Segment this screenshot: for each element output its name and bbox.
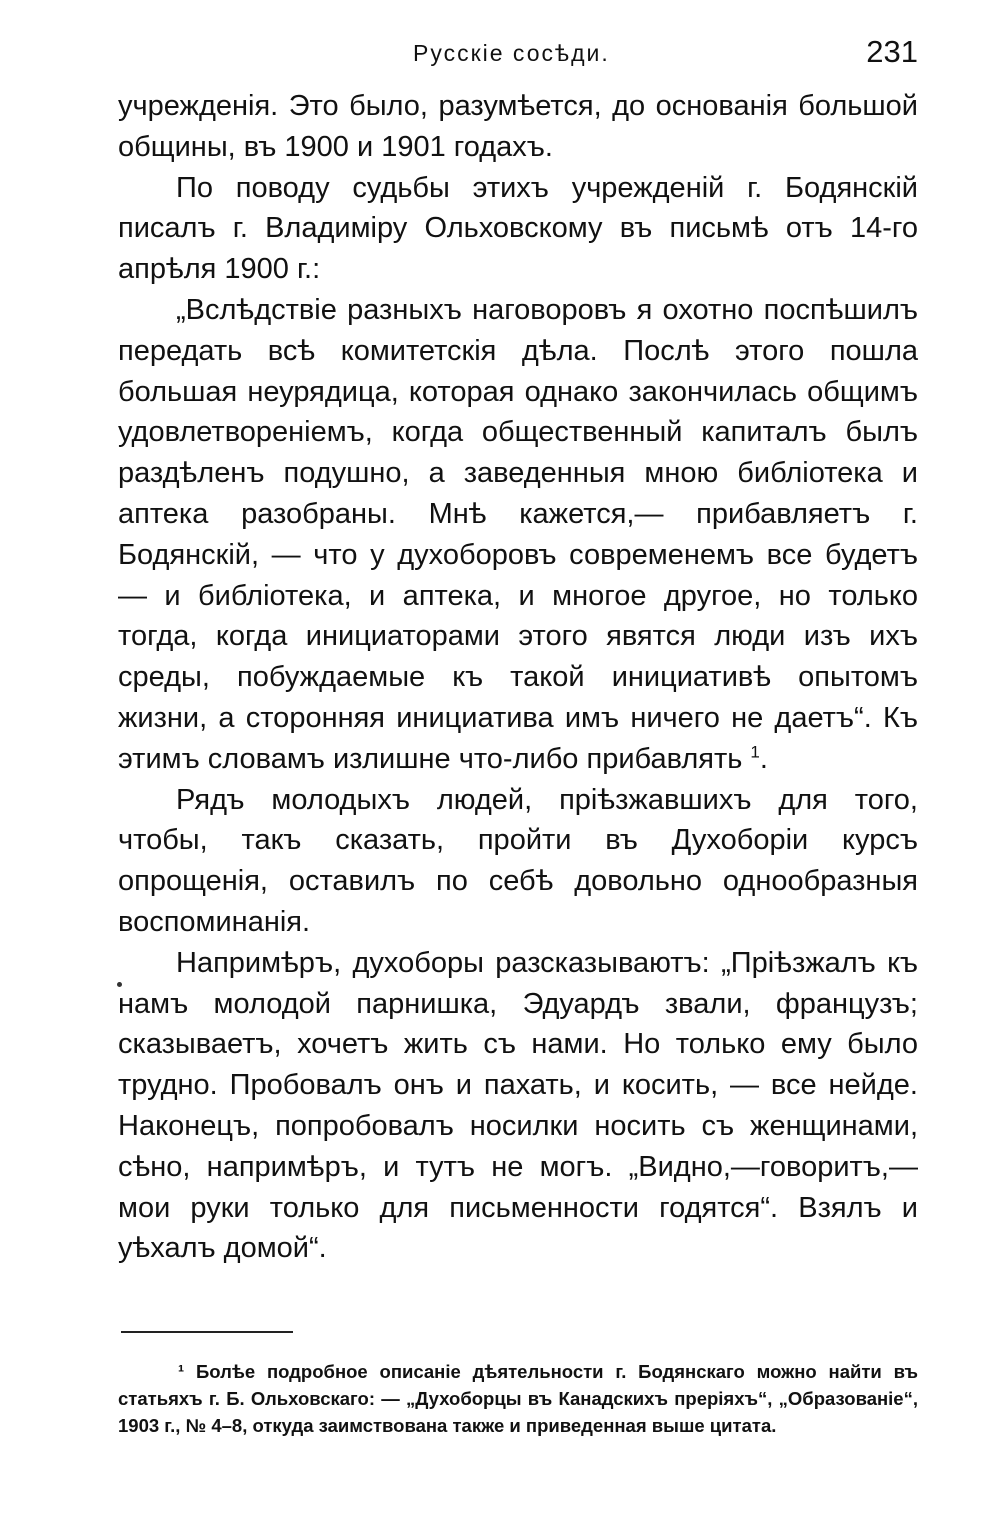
footnote-rule — [121, 1331, 293, 1333]
quote-paragraph: „Вслѣдствiе разныхъ наговоровъ я охотно поспѣшилъ передать всѣ комитетскiя дѣла. Послѣ этого пошла большая неурядица, которая однако закончилась общимъ удовлетворенiемъ, когда общественный капиталъ былъ раздѣленъ подушно, а заведенныя мною библiотека и аптека разобраны. Мнѣ кажется,— прибавляетъ г. Бодянскiй, — что у духоборовъ современемъ все будетъ — и библiотека, и аптека, и многое другое, но только тогда, когда инициаторами этого явятся люди изъ ихъ среды, побуждаемые къ такой инициативѣ опытомъ жизни, а сторонняя инициатива имъ ничего не даетъ“. Къ этимъ словамъ излишне что-либо прибавлять $^1$. — [118, 293, 918, 775]
paragraph-continuation: учрежденiя. Это было, разумѣется, до основанiя большой общины, въ 1900 и 1901 годахъ. — [118, 90, 918, 163]
footnotes — [118, 1358, 918, 1439]
paragraph: Рядъ молодыхъ людей, прiѣзжавшихъ для того, чтобы, такъ сказать, пройти въ Духоборiи курсъ опрощенiя, оставилъ по себѣ довольно однообразныя воспоминанiя. — [118, 783, 918, 938]
book-page — [118, 32, 918, 1269]
footnote-marker: 1 — [750, 742, 760, 762]
paragraph: Напримѣръ, духоборы разсказываютъ: „Прiѣзжалъ къ намъ молодой парнишка, Эдуардъ звали, французъ; сказываетъ, хочетъ жить съ нами. Но только ему было трудно. Пробовалъ онъ и пахать, и косить, — все нейде. Наконецъ, попробовалъ носилки носить съ женщинами, сѣно, напримѣръ, и тутъ не могъ. „Видно,—говоритъ,—мои руки только для письменности годятся“. Взялъ и уѣхалъ домой“. — [118, 946, 918, 1265]
paragraph: По поводу судьбы этихъ учрежденiй г. Бодянскiй писалъ г. Владимiру Ольховскому въ письмѣ отъ 14-го апрѣля 1900 г.: — [118, 171, 918, 286]
running-title: Русскiе сосѣди. — [413, 40, 610, 66]
page-number: 231 — [866, 34, 918, 69]
quote-text: „Вслѣдствiе разныхъ наговоровъ я охотно поспѣшилъ передать всѣ комитетскiя дѣла. Послѣ этого пошла большая неурядица, которая однако закончилась общимъ удовлетворенiемъ, когда общественный капиталъ былъ раздѣленъ подушно, а заведенныя мною библiотека и аптека разобраны. Мнѣ кажется,— прибавляетъ г. Бодянскiй, — что у духоборовъ современемъ все будетъ — и библiотека, и аптека, и многое другое, но только тогда, когда инициаторами этого явятся люди изъ ихъ среды, побуждаемые къ такой инициативѣ опытомъ жизни, а сторонняя инициатива имъ ничего не даетъ“. Къ этимъ словамъ излишне что-либо прибавлять — [118, 293, 918, 775]
ink-speck — [117, 982, 122, 987]
running-head — [118, 32, 918, 76]
footnote: ¹ Болѣе подробное описанiе дѣятельности г. Бодянскаго можно найти въ статьяхъ г. Б. Ольховскаго: — „Духоборцы въ Канадскихъ прерiяхъ“, „Образованiе“, 1903 г., № 4–8, откуда заимствована также и приведенная выше цитата. — [118, 1361, 918, 1436]
